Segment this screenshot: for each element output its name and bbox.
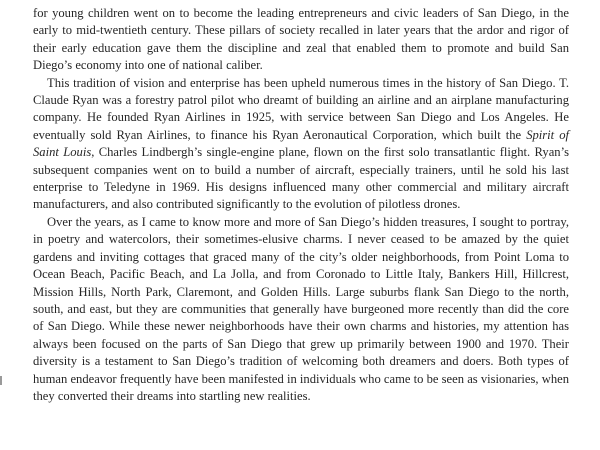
document-page <box>33 5 569 405</box>
paragraph-neighborhoods: Over the years, as I came to know more and more of San Diego’s hidden treasures, I sought to portray, in poetry and watercolors, their sometimes-elusive charms. I never ceased to be amazed by the quiet gardens and inviting cottages that graced many of the city’s older neighborhoods, from Point Loma to Ocean Beach, Pacific Beach, and La Jolla, and from Coronado to Little Italy, Bankers Hill, Hillcrest, Mission Hills, North Park, Claremont, and Golden Hills. Large suburbs flank San Diego to the north, south, and east, but they are communities that generally have burgeoned more recently than did the core of San Diego. While these newer neighborhoods have their own charms and histories, my attention has always been focused on the parts of San Diego that grew up primarily between 1900 and 1970. Their diversity is a testament to San Diego’s tradition of welcoming both dreamers and doers. Both types of human endeavor frequently have been manifested in individuals who came to be seen as visionaries, when they converted their dreams into startling new realities. <box>33 214 569 403</box>
page-edge-mark <box>0 376 2 385</box>
aircraft-name-italic: Spirit of Saint Louis <box>33 127 570 160</box>
paragraph-ryan-history <box>33 75 569 214</box>
paragraph-ryan-text-1: This tradition of vision and enterprise has been upheld numerous times in the history of San Diego. T. Claude Ryan was a forestry patrol pilot who dreamt of building an airline and an airplane manufacturing company. He founded Ryan Airlines in 1925, with service between San Diego and Los Angeles. He eventually sold Ryan Airlines, to finance his Ryan Aeronautical Corporation, which built the <box>33 75 569 142</box>
paragraph-ryan-text-2: , Charles Lindbergh’s single-engine plane, flown on the first solo transatlantic flight. Ryan’s subsequent companies went on to build a number of aircraft, especially trainers, until he sold his last enterprise to Teledyne in 1969. His designs influenced many other commercial and military aircraft manufacturers, and also contributed significantly to the evolution of pilotless drones. <box>33 145 569 212</box>
paragraph-continuation: for young children went on to become the leading entrepreneurs and civic leaders of San Diego, in the early to mid-twentieth century. These pillars of society recalled in later years that the ardor and rigor of their early education gave them the discipline and zeal that enabled them to promote and build San Diego’s economy into one of national caliber. <box>33 6 569 73</box>
